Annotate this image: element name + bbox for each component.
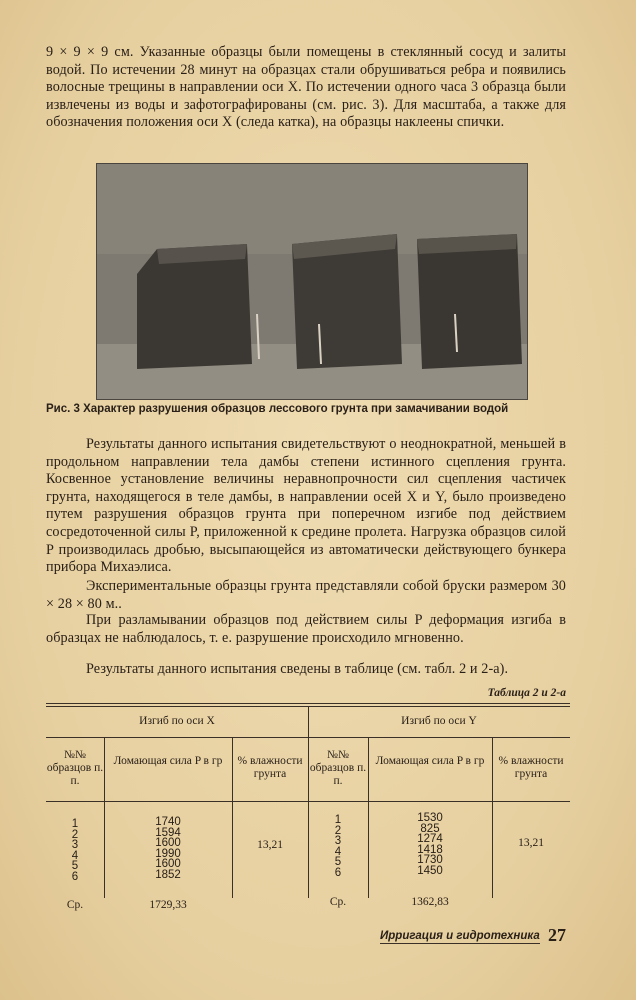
- paragraph-table-ref: Результаты данного испытания сведены в таблице (см. табл. 2 и 2-а).: [86, 661, 509, 677]
- y-sample-number: 6: [334, 866, 342, 879]
- y-col-number-header: №№ образцов п. п.: [309, 749, 367, 787]
- paragraph-breaking: При разламывании образцов под действием силы P деформация изгиба в образцах не наблюдалось, т. е. разрушение происходило мгновенно.: [46, 612, 566, 646]
- x-sample-number: 2: [71, 828, 79, 841]
- x-breaking-force: 1600: [155, 858, 181, 871]
- x-breaking-force: 1594: [155, 826, 181, 839]
- y-breaking-force: 1418: [417, 843, 443, 856]
- x-average-label: Ср.: [66, 899, 84, 911]
- y-moisture-value: 13,21: [518, 837, 544, 849]
- y-breaking-force: 1450: [417, 864, 443, 877]
- y-average-label: Ср.: [329, 896, 347, 908]
- figure-caption: Рис. 3 Характер разрушения образцов лессового грунта при замачивании водой: [46, 403, 509, 415]
- group-header-y: Изгиб по оси Y: [401, 715, 477, 727]
- y-breaking-force: 1274: [417, 833, 443, 846]
- x-col-moisture-header: % влажности грунта: [237, 755, 303, 780]
- x-sample-number: 6: [71, 870, 79, 883]
- paragraph-samples: Экспериментальные образцы грунта представляли собой бруски размером 30 × 28 × 80 м..: [46, 578, 566, 612]
- footer-rule: [380, 943, 540, 944]
- y-sample-number: 3: [334, 835, 342, 848]
- table-label: Таблица 2 и 2-а: [487, 687, 566, 699]
- x-sample-number: 3: [71, 839, 79, 852]
- y-sample-number: 1: [334, 814, 342, 826]
- x-breaking-force: 1990: [155, 847, 181, 860]
- x-breaking-forces: [104, 817, 232, 881]
- y-breaking-force: 1530: [417, 812, 443, 824]
- x-col-number-header: №№ образцов п. п.: [46, 749, 104, 787]
- x-average-value: 1729,33: [149, 899, 187, 911]
- page-number: 27: [548, 925, 566, 945]
- paragraph-intro: 9 × 9 × 9 см. Указанные образцы были помещены в стеклянный сосуд и залиты водой. По истечении 28 минут на образцах стали обрушиваться ребра и появились волосные трещины в направлении оси X. По истечении одного часа 3 образца были извлечены из воды и зафотографированы (см. рис. 3). Для масштаба, а также для обозначения положения оси X (следа катка), на образцы наклеены спички.: [46, 44, 566, 131]
- y-col-force-header: Ломающая сила P в гр: [375, 755, 485, 767]
- group-header-x: Изгиб по оси X: [139, 715, 215, 727]
- y-average-value: 1362,83: [411, 896, 449, 908]
- x-breaking-force: 1600: [155, 837, 181, 850]
- journal-title: Ирригация и гидротехника: [380, 930, 540, 942]
- y-sample-number: 4: [334, 845, 342, 858]
- x-sample-numbers: [46, 819, 104, 883]
- x-breaking-force: 1852: [155, 868, 181, 881]
- y-sample-number: 5: [334, 856, 342, 869]
- y-sample-number: 2: [334, 824, 342, 837]
- x-moisture-value: 13,21: [257, 839, 283, 851]
- y-breaking-force: 825: [420, 822, 440, 835]
- y-breaking-forces: [368, 813, 492, 877]
- x-sample-number: 5: [71, 860, 79, 873]
- figure-3-photo: [96, 163, 528, 400]
- x-breaking-force: 1740: [155, 816, 181, 828]
- y-sample-numbers: [308, 815, 368, 879]
- x-sample-number: 1: [71, 818, 79, 830]
- x-col-force-header: Ломающая сила P в гр: [113, 755, 223, 767]
- y-breaking-force: 1730: [417, 854, 443, 867]
- y-col-moisture-header: % влажности грунта: [498, 755, 564, 780]
- paragraph-results: Результаты данного испытания свидетельствуют о неоднократной, меньшей в продольном направлении тела дамбы степени истинного сцепления грунта. Косвенное установление величины неравнопрочности сил сцепления частичек грунта, находящегося в теле дамбы, в направлении осей X и Y, было произведено путем разрушения образцов грунта при поперечном изгибе под действием сосредоточенной силы P, приложенной к средине пролета. Нагрузка образцов силой P производилась дробью, высыпающейся из автоматически действующего бункера прибора Михаэлиса.: [46, 436, 566, 576]
- x-sample-number: 4: [71, 849, 79, 862]
